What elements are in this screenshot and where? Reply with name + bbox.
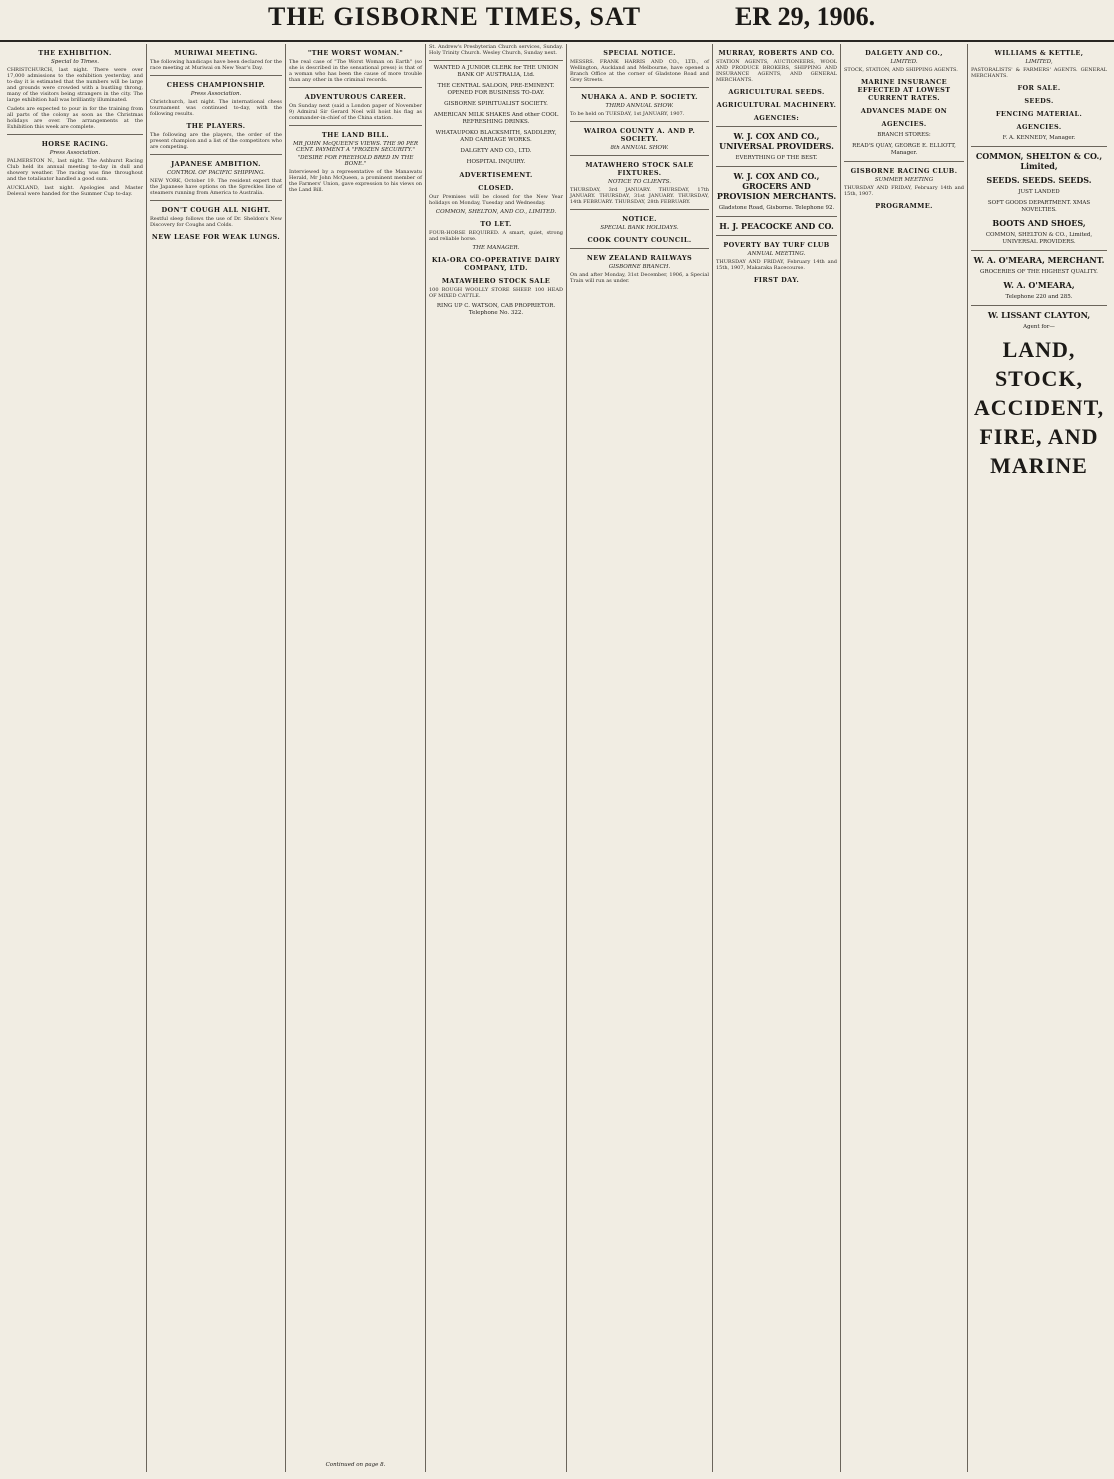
headline: THE LAND BILL. bbox=[321, 131, 390, 139]
ad-text: EVERYTHING OF THE BEST. bbox=[735, 155, 818, 161]
advertisement bbox=[429, 112, 563, 126]
article-text: STATION AGENTS, AUCTIONEERS, WOOL AND PRODUCE BROKERS, SHIPPING AND INSURANCE AGENTS, AND GENERAL MERCHANTS. bbox=[716, 59, 837, 83]
divider bbox=[716, 216, 837, 217]
headline: AGENCIES: bbox=[753, 114, 800, 122]
column-7 bbox=[841, 44, 968, 1472]
ad-title: W. A. O'MEARA, MERCHANT. bbox=[973, 255, 1105, 265]
article-text: STOCK, STATION, AND SHIPPING AGENTS. bbox=[844, 67, 958, 73]
divider bbox=[150, 200, 282, 201]
insurance-ad bbox=[971, 335, 1107, 480]
big-word: MARINE bbox=[990, 453, 1088, 478]
ad-text: DALGETY AND CO., LTD. bbox=[460, 148, 532, 154]
advertisement bbox=[429, 148, 563, 155]
divider bbox=[971, 305, 1107, 306]
headline: ADVENTUROUS CAREER. bbox=[304, 93, 407, 101]
article-text: Christchurch, last night. The international chess tournament was continued to-day, with the following results. bbox=[150, 99, 282, 117]
big-word: LAND, bbox=[1002, 337, 1076, 362]
article-text: The following are the players, the order of the present champion and a list of the competitors who are competing. bbox=[150, 132, 282, 150]
subhead: SUMMER MEETING bbox=[874, 177, 934, 183]
divider bbox=[971, 250, 1107, 251]
headline: DALGETY AND CO., bbox=[865, 49, 943, 57]
big-word: FIRE, AND bbox=[979, 424, 1099, 449]
advertisement bbox=[716, 155, 837, 162]
subhead: THE MANAGER. bbox=[472, 245, 520, 251]
ad-title: W. J. COX AND CO., UNIVERSAL PROVIDERS. bbox=[719, 131, 834, 151]
subhead: GISBORNE BRANCH. bbox=[608, 264, 671, 270]
ad-title: W. LISSANT CLAYTON, bbox=[987, 310, 1091, 320]
subhead: LIMITED. bbox=[890, 59, 918, 65]
headline: TO LET. bbox=[480, 220, 512, 228]
headline: KIA-ORA CO-OPERATIVE DAIRY COMPANY, LTD. bbox=[431, 256, 561, 272]
advertisement bbox=[971, 269, 1107, 276]
subhead: COMMON, SHELTON, AND CO., LIMITED. bbox=[435, 209, 557, 215]
headline: CHESS CHAMPIONSHIP. bbox=[166, 81, 266, 89]
ad-text: GISBORNE SPIRITUALIST SOCIETY. bbox=[444, 101, 548, 107]
subhead: NOTICE TO CLIENTS. bbox=[608, 179, 671, 185]
advertisement bbox=[429, 65, 563, 79]
advertisement bbox=[429, 130, 563, 144]
column-8 bbox=[968, 44, 1110, 1472]
subhead: 8th ANNUAL SHOW. bbox=[610, 145, 669, 151]
ad-title: H. J. PEACOCKE AND CO. bbox=[719, 221, 834, 231]
advertisement bbox=[971, 255, 1107, 265]
advertisement bbox=[971, 175, 1107, 185]
headline: COOK COUNTY COUNCIL. bbox=[587, 236, 692, 244]
article-text: THURSDAY AND FRIDAY, February 14th and 15th, 1907. bbox=[844, 185, 964, 197]
ad-title: COMMON, SHELTON & CO., Limited, bbox=[975, 151, 1103, 171]
article-text: Cadets are expected to pour in for the training from all parts of the colony as soon as the Christmas holidays are over. The arrangements at the Exhibition this week are complete. bbox=[7, 106, 143, 130]
headline: AGRICULTURAL MACHINERY. bbox=[716, 101, 837, 109]
headline: FOR SALE. bbox=[1017, 84, 1061, 92]
article-text: Our Premises will be closed for the New Year holidays on Monday, Tuesday and Wednesday. bbox=[429, 194, 563, 206]
headline: JAPANESE AMBITION. bbox=[171, 160, 261, 168]
column-5 bbox=[567, 44, 713, 1472]
advertisement bbox=[429, 159, 563, 166]
ad-title: W. A. O'MEARA, bbox=[1003, 280, 1075, 290]
headline: WAIROA COUNTY A. AND P. SOCIETY. bbox=[583, 127, 696, 143]
ad-text: WANTED A JUNIOR CLERK for THE UNION BANK OF AUSTRALIA, Ltd. bbox=[433, 65, 559, 78]
divider bbox=[150, 154, 282, 155]
subhead: Press Association. bbox=[190, 91, 242, 97]
headline: MARINE INSURANCE EFFECTED AT LOWEST CURRENT RATES. bbox=[857, 78, 951, 102]
headline: "THE WORST WOMAN." bbox=[307, 49, 404, 57]
subhead: ANNUAL MEETING. bbox=[747, 251, 806, 257]
divider bbox=[716, 166, 837, 167]
divider bbox=[570, 248, 709, 249]
continued-note: Continued on page 8. bbox=[325, 1462, 386, 1468]
ad-text: JUST LANDED bbox=[1018, 189, 1060, 195]
advertisement bbox=[971, 280, 1107, 290]
headline: GISBORNE RACING CLUB. bbox=[850, 167, 958, 175]
subhead: "DESIRE FOR FREEHOLD BRED IN THE BONE." bbox=[297, 155, 414, 167]
headline: THE PLAYERS. bbox=[186, 122, 246, 130]
headline: DON'T COUGH ALL NIGHT. bbox=[161, 206, 271, 214]
ad-text: HOSPITAL INQUIRY. bbox=[466, 159, 526, 165]
advertisement bbox=[971, 232, 1107, 246]
article-text: The following handicaps have been declared for the race meeting at Muriwai on New Year's Day. bbox=[150, 59, 282, 71]
column-3 bbox=[286, 44, 426, 1472]
headline: NEW ZEALAND RAILWAYS bbox=[586, 254, 693, 262]
headline: MATAWHERO STOCK SALE FIXTURES. bbox=[585, 161, 694, 177]
subhead: SPECIAL BANK HOLIDAYS. bbox=[600, 225, 679, 231]
divider bbox=[7, 134, 143, 135]
headline: AGENCIES. bbox=[1016, 123, 1062, 131]
ad-text: GROCERIES OF THE HIGHEST QUALITY. bbox=[980, 269, 1098, 275]
advertisement bbox=[971, 200, 1107, 214]
article-text: NEW YORK, October 19. The resident expert that the Japanese have options on the Spreckles line of steamers running from America to Australia. bbox=[150, 178, 282, 196]
advertisement bbox=[971, 324, 1107, 331]
ad-title: BOOTS AND SHOES, bbox=[992, 218, 1086, 228]
headline: NOTICE. bbox=[622, 215, 657, 223]
column-1 bbox=[4, 44, 147, 1472]
headline: SPECIAL NOTICE. bbox=[603, 49, 676, 57]
divider bbox=[971, 146, 1107, 147]
divider bbox=[570, 121, 709, 122]
headline: FENCING MATERIAL. bbox=[995, 110, 1083, 118]
ad-text: F. A. KENNEDY, Manager. bbox=[1002, 135, 1076, 141]
headline: MURIWAI MEETING. bbox=[174, 49, 258, 57]
headline: CLOSED. bbox=[478, 184, 514, 192]
divider bbox=[150, 75, 282, 76]
column-4 bbox=[426, 44, 567, 1472]
headline: WILLIAMS & KETTLE, bbox=[994, 49, 1084, 57]
headline: ADVANCES MADE ON bbox=[860, 107, 948, 115]
big-word: STOCK, bbox=[994, 366, 1084, 391]
article-text: CHRISTCHURCH, last night. There were over 17,000 admissions to the exhibition yesterday, and to-day it is estimated that the numbers will be large and grounds were crowded with a bustling throng, many of the visitors being strangers in the city. The large exhibition hall was brilliantly illuminated. bbox=[7, 67, 143, 103]
newspaper-title: THE GISBORNE TIMES, SAT bbox=[268, 2, 642, 31]
column-6 bbox=[713, 44, 841, 1472]
article-text: 100 ROUGH WOOLLY STORE SHEEP. 100 HEAD OF MIXED CATTLE. bbox=[429, 287, 563, 299]
subhead: THIRD ANNUAL SHOW. bbox=[605, 103, 674, 109]
divider bbox=[570, 209, 709, 210]
advertisement bbox=[971, 189, 1107, 196]
article-text: The real case of "The Worst Woman on Earth" (so she is described in the sensational press) is that of a woman who has been the cause of more trouble than any other in the criminal records. bbox=[289, 59, 422, 83]
article-text: Interviewed by a representative of the Manawatu Herald, Mr John McQueen, a prominent member of the Farmers' Union, gave expression to his views on the Land Bill. bbox=[289, 169, 422, 193]
divider bbox=[289, 87, 422, 88]
ad-text: Gladstone Road, Gisborne. Telephone 92. bbox=[718, 205, 835, 211]
advertisement bbox=[429, 83, 563, 97]
headline: MATAWHERO STOCK SALE bbox=[441, 277, 551, 285]
headline: THE EXHIBITION. bbox=[38, 49, 112, 57]
divider bbox=[844, 161, 964, 162]
advertisement bbox=[429, 303, 563, 317]
advertisement bbox=[844, 143, 964, 157]
ad-text: SOFT GOODS DEPARTMENT. XMAS NOVELTIES. bbox=[987, 200, 1091, 213]
ad-text: THE CENTRAL SALOON, PRE-EMINENT. OPENED FOR BUSINESS TO-DAY. bbox=[437, 83, 555, 96]
divider bbox=[570, 87, 709, 88]
divider bbox=[716, 235, 837, 236]
subhead: Special to Times. bbox=[51, 59, 99, 65]
ad-text: BRANCH STORES: bbox=[877, 132, 931, 138]
article-text: PALMERSTON N., last night. The Ashhurst Racing Club held its annual meeting to-day in dull and showery weather. The racing was fine throughout and the totalisator handled a good sum. bbox=[7, 158, 143, 182]
advertisement bbox=[971, 294, 1107, 301]
headline: POVERTY BAY TURF CLUB bbox=[723, 241, 830, 249]
article-text: St. Andrew's Presbyterian Church services, Sunday. Holy Trinity Church. Wesley Church, Sunday next. bbox=[429, 44, 563, 56]
ad-text: AMERICAN MILK SHAKES And other COOL REFRESHING DRINKS. bbox=[433, 112, 559, 125]
headline: ADVERTISEMENT. bbox=[459, 171, 533, 179]
advertisement bbox=[716, 205, 837, 212]
article-text: To be held on TUESDAY, 1st JANUARY, 1907. bbox=[570, 111, 685, 117]
divider bbox=[429, 60, 563, 61]
ad-text: Telephone 220 and 285. bbox=[1005, 294, 1073, 300]
advertisement bbox=[971, 151, 1107, 171]
advertisement bbox=[429, 101, 563, 108]
headline: NUHAKA A. AND P. SOCIETY. bbox=[581, 93, 698, 101]
headline: FIRST DAY. bbox=[753, 276, 800, 284]
article-text: THURSDAY AND FRIDAY, February 14th and 15th, 1907, Makaraka Racecourse. bbox=[716, 259, 837, 271]
ad-text: COMMON, SHELTON & CO., Limited, UNIVERSAL PROVIDERS. bbox=[985, 232, 1093, 245]
masthead bbox=[0, 0, 1114, 42]
article-text: PASTORALISTS' & FARMERS' AGENTS. GENERAL MERCHANTS. bbox=[971, 67, 1107, 79]
headline: AGRICULTURAL SEEDS. bbox=[728, 88, 825, 96]
headline: PROGRAMME. bbox=[875, 202, 933, 210]
advertisement bbox=[971, 135, 1107, 142]
ad-text: READ'S QUAY, GEORGE E. ELLIOTT, Manager. bbox=[852, 143, 956, 156]
columns bbox=[4, 44, 1110, 1472]
divider bbox=[716, 126, 837, 127]
advertisement bbox=[971, 310, 1107, 320]
advertisement bbox=[716, 171, 837, 201]
article-text: On Sunday next (said a London paper of November 9) Admiral Sir Gerard Noel will hoist his flag as commander-in-chief of the China station. bbox=[289, 103, 422, 121]
column-2 bbox=[147, 44, 286, 1472]
article-text: On and after Monday, 31st December, 1906, a Special Train will run as under. bbox=[570, 272, 709, 284]
ad-title: SEEDS. SEEDS. SEEDS. bbox=[986, 175, 1092, 185]
article-text: AUCKLAND, last night. Apologies and Master Deleval were handed for the Summer Cup to-day. bbox=[7, 185, 143, 197]
big-word: ACCIDENT, bbox=[973, 395, 1105, 420]
subhead: MR JOHN McQUEEN'S VIEWS. THE 90 PER CENT. PAYMENT A "FROZEN SECURITY." bbox=[292, 141, 419, 153]
article-text: MESSRS. FRANK HARRIS AND CO., LTD., of Wellington, Auckland and Melbourne, have opened a Branch Office at the corner of Gladstone Road and Grey Streets. bbox=[570, 59, 709, 83]
subhead: LIMITED, bbox=[1025, 59, 1053, 65]
advertisement bbox=[716, 131, 837, 151]
divider bbox=[570, 155, 709, 156]
subhead: Press Association. bbox=[49, 150, 101, 156]
divider bbox=[289, 125, 422, 126]
headline: NEW LEASE FOR WEAK LUNGS. bbox=[151, 233, 281, 241]
ad-text: RING UP C. WATSON, CAB PROPRIETOR. Telephone No. 322. bbox=[436, 303, 556, 316]
advertisement bbox=[844, 132, 964, 139]
headline: SEEDS. bbox=[1024, 97, 1054, 105]
ad-text: Agent for— bbox=[1023, 324, 1055, 330]
article-text: FOUR-HORSE REQUIRED. A smart, quiet, strong and reliable horse. bbox=[429, 230, 563, 242]
headline: AGENCIES. bbox=[881, 120, 927, 128]
headline: HORSE RACING. bbox=[41, 140, 109, 148]
issue-date: ER 29, 1906. bbox=[735, 2, 876, 31]
ad-text: WHATAUPOKO BLACKSMITH, SADDLERY, AND CARRIAGE WORKS. bbox=[435, 130, 557, 143]
subhead: CONTROL OF PACIFIC SHIPPING. bbox=[167, 170, 265, 176]
article-text: Restful sleep follows the use of Dr. Sheldon's New Discovery for Coughs and Colds. bbox=[150, 216, 282, 228]
advertisement bbox=[971, 218, 1107, 228]
headline: MURRAY, ROBERTS AND CO. bbox=[718, 49, 835, 57]
article-text: THURSDAY, 3rd JANUARY. THURSDAY, 17th JANUARY. THURSDAY, 31st JANUARY. THURSDAY, 14th FEBRUARY. THURSDAY, 28th FEBRUARY. bbox=[570, 187, 709, 205]
advertisement bbox=[716, 221, 837, 231]
ad-title: W. J. COX AND CO., GROCERS AND PROVISION MERCHANTS. bbox=[716, 171, 837, 201]
